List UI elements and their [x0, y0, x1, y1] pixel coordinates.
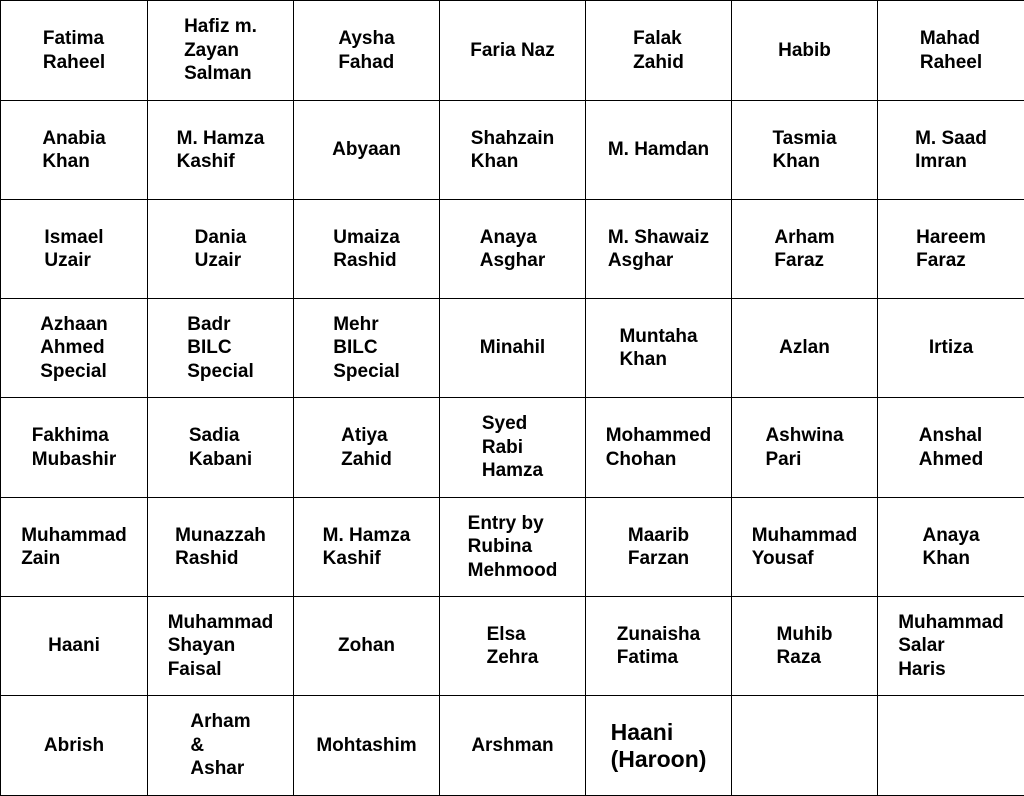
cell-text: Zunaisha Fatima	[616, 623, 701, 668]
cell-text: Mohammed Chohan	[605, 425, 712, 470]
table-cell	[439, 397, 586, 498]
cell-text: Anshal Ahmed	[918, 425, 984, 470]
table-cell	[293, 397, 440, 498]
cell-text: Anaya Khan	[922, 524, 980, 569]
cell-text: Tasmia Khan	[772, 127, 837, 172]
cell-text: Entry by Rubina Mehmood	[467, 512, 558, 581]
table-cell	[0, 397, 148, 498]
table-cell	[585, 596, 732, 696]
table-cell	[147, 100, 294, 200]
cell-text: M. Hamza Kashif	[322, 524, 411, 569]
table-cell	[731, 596, 878, 696]
cell-text: Munazzah Rashid	[175, 524, 266, 569]
table-cell	[0, 497, 148, 597]
cell-text: Atiya Zahid	[341, 425, 392, 470]
cell-text: Faria Naz	[470, 39, 555, 61]
cell-text: Aysha Fahad	[338, 28, 395, 73]
table-cell	[877, 596, 1024, 696]
cell-text: Falak Zahid	[633, 28, 684, 73]
cell-text: Elsa Zehra	[486, 623, 539, 668]
cell-text: Muhammad Zain	[21, 524, 127, 569]
table-cell	[731, 0, 878, 101]
cell-text: Haani (Haroon)	[610, 718, 707, 772]
cell-text: Shahzain Khan	[470, 127, 555, 172]
cell-text: M. Hamdan	[607, 139, 710, 161]
cell-text: Habib	[778, 39, 831, 61]
cell-text: Mahad Raheel	[919, 28, 983, 73]
table-cell	[147, 497, 294, 597]
table-cell	[731, 497, 878, 597]
table-cell	[877, 100, 1024, 200]
table-cell	[731, 298, 878, 398]
table-cell	[147, 0, 294, 101]
table-cell	[731, 199, 878, 299]
table-cell	[877, 199, 1024, 299]
table-cell	[585, 0, 732, 101]
table-cell	[439, 596, 586, 696]
table-cell	[877, 0, 1024, 101]
table-cell	[439, 298, 586, 398]
table-cell	[0, 199, 148, 299]
cell-text: Haani	[48, 635, 100, 657]
table-cell	[731, 695, 878, 796]
cell-text: Hafiz m. Zayan Salman	[184, 16, 257, 85]
table-cell	[585, 695, 732, 796]
table-cell	[439, 100, 586, 200]
cell-text: Azhaan Ahmed Special	[40, 313, 108, 382]
cell-text: Hareem Faraz	[916, 226, 986, 271]
table-cell	[0, 596, 148, 696]
cell-text: Arham & Ashar	[190, 711, 251, 780]
cell-text: Ashwina Pari	[765, 425, 844, 470]
table-cell	[731, 397, 878, 498]
table-cell	[439, 695, 586, 796]
table-cell	[0, 298, 148, 398]
cell-text: M. Hamza Kashif	[176, 127, 265, 172]
table-cell	[293, 695, 440, 796]
table-cell	[293, 0, 440, 101]
table-cell	[585, 298, 732, 398]
table-cell	[0, 100, 148, 200]
cell-text: Muhammad Salar Haris	[898, 611, 1004, 680]
cell-text: Muhib Raza	[776, 623, 833, 668]
cell-text: Ismael Uzair	[44, 226, 104, 271]
table-cell	[439, 0, 586, 101]
cell-text: Mehr BILC Special	[333, 313, 400, 382]
cell-text: M. Shawaiz Asghar	[607, 226, 710, 271]
cell-text: Arshman	[471, 734, 554, 756]
cell-text: Arham Faraz	[774, 226, 835, 271]
table-cell	[147, 596, 294, 696]
cell-text: Muhammad Yousaf	[751, 524, 858, 569]
table-cell	[439, 199, 586, 299]
table-cell	[293, 497, 440, 597]
table-cell	[147, 695, 294, 796]
cell-text: Azlan	[779, 337, 830, 359]
cell-text: Irtiza	[928, 337, 974, 359]
cell-text: Sadia Kabani	[188, 425, 253, 470]
table-cell	[585, 497, 732, 597]
table-cell	[877, 695, 1024, 796]
table-cell	[585, 100, 732, 200]
cell-text: Abrish	[43, 734, 105, 756]
table-cell	[877, 397, 1024, 498]
cell-text: Abyaan	[332, 139, 401, 161]
cell-text: Badr BILC Special	[187, 313, 254, 382]
table-cell	[877, 497, 1024, 597]
cell-text: Muhammad Shayan Faisal	[167, 611, 274, 680]
cell-text: M. Saad Imran	[915, 127, 987, 172]
table-cell	[0, 695, 148, 796]
table-cell	[439, 497, 586, 597]
cell-text: Muntaha Khan	[619, 325, 698, 370]
table-cell	[293, 199, 440, 299]
table-cell	[585, 199, 732, 299]
table-cell	[293, 298, 440, 398]
cell-text: Maarib Farzan	[627, 524, 690, 569]
table-cell	[293, 100, 440, 200]
table-cell	[147, 199, 294, 299]
table-cell	[877, 298, 1024, 398]
table-cell	[731, 100, 878, 200]
cell-text: Dania Uzair	[194, 226, 247, 271]
table-cell	[293, 596, 440, 696]
cell-text: Mohtashim	[316, 734, 417, 756]
cell-text: Zohan	[338, 635, 395, 657]
cell-text: Umaiza Rashid	[333, 226, 400, 271]
cell-text: Syed Rabi Hamza	[481, 413, 544, 482]
cell-text: Minahil	[479, 337, 546, 359]
cell-text: Anabia Khan	[42, 127, 106, 172]
table-cell	[585, 397, 732, 498]
table-cell	[147, 397, 294, 498]
table-cell	[147, 298, 294, 398]
table-cell	[0, 0, 148, 101]
cell-text: Fatima Raheel	[42, 28, 106, 73]
cell-text: Anaya Asghar	[479, 226, 546, 271]
cell-text: Fakhima Mubashir	[31, 425, 117, 470]
